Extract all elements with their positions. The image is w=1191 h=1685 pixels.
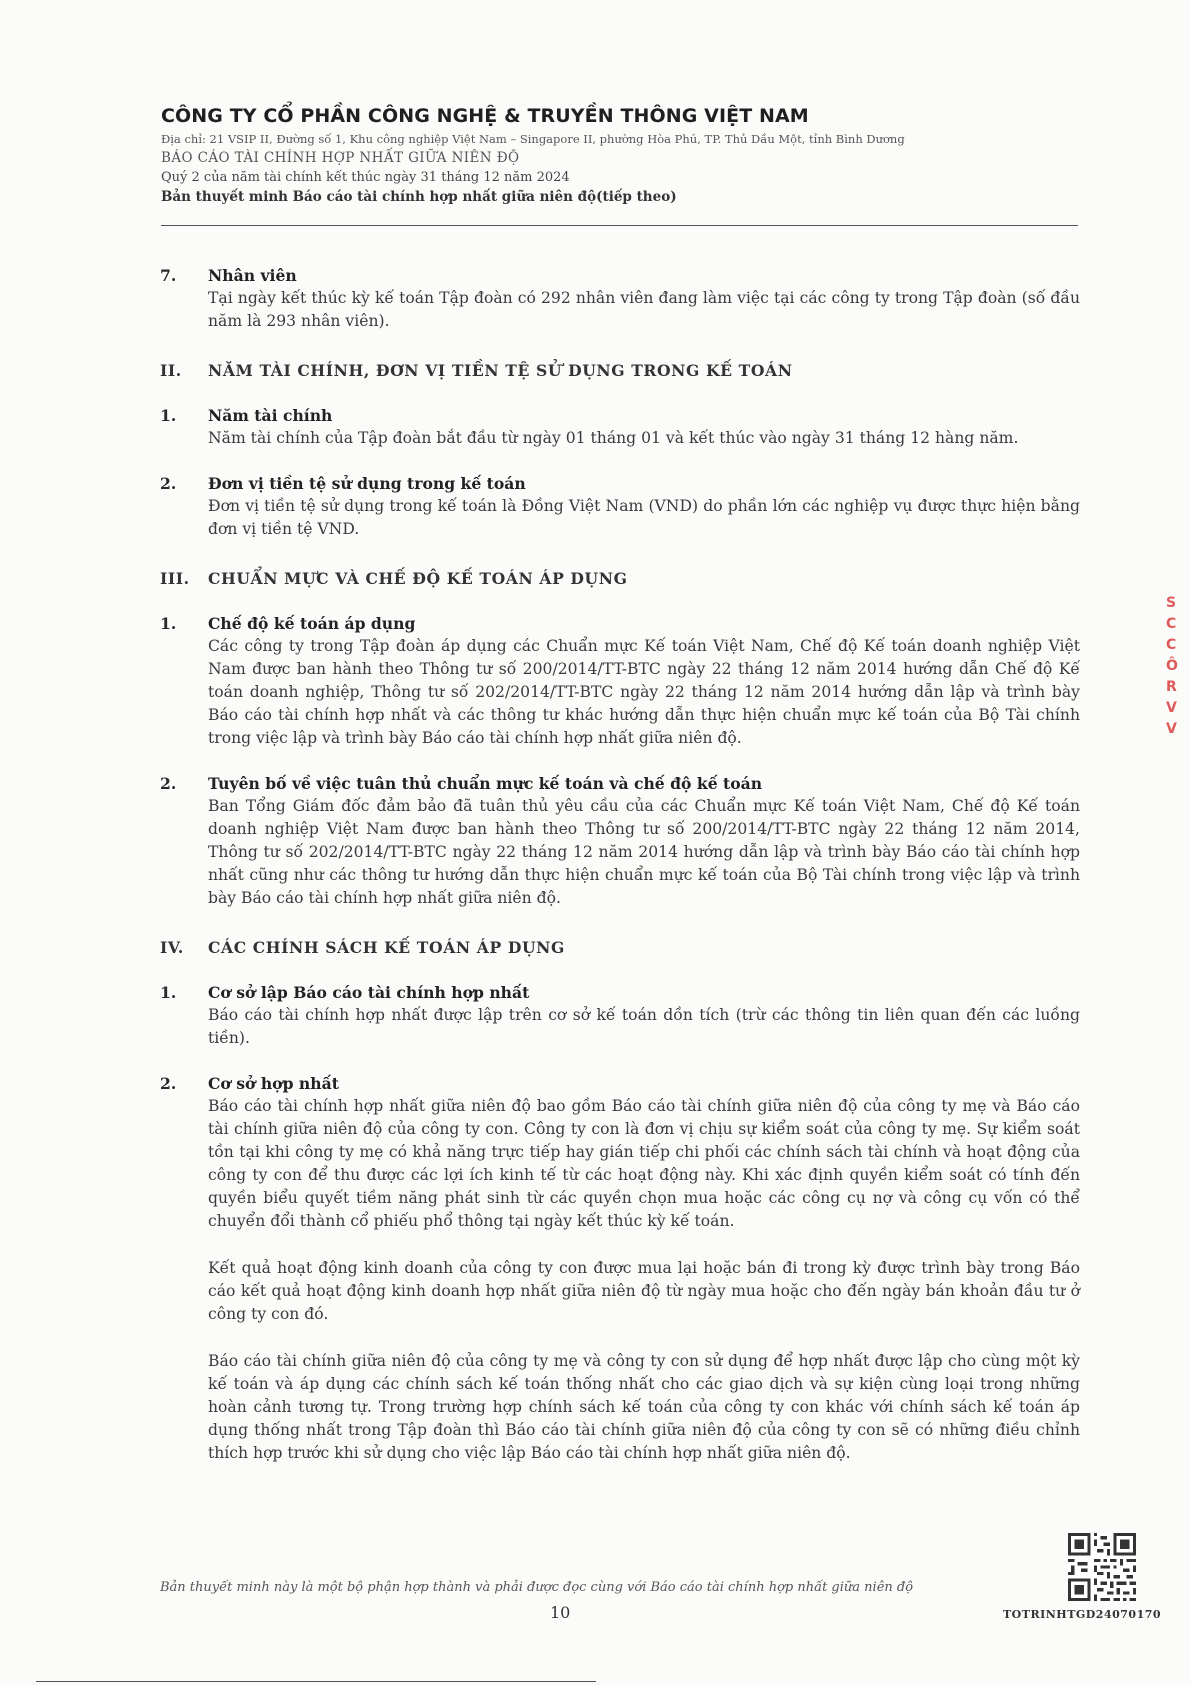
item-text: Ban Tổng Giám đốc đảm bảo đã tuân thủ yêu cầu của các Chuẩn mực Kế toán Việt Nam, Chế độ Kế toán doanh nghiệp Việt Nam được ban hành theo Thông tư số 200/2014/TT-BTC ngày 22 tháng 12 năm 2014, Thông tư số 202/2014/TT-BTC ngày 22 tháng 12 năm 2014 hướng dẫn lập và trình bày Báo cáo tài chính hợp nhất cũng như các thông tư hướng dẫn thực hiện chuẩn mực kế toán của Bộ Tài chính trong việc lập và trình bày Báo cáo tài chính hợp nhất giữa niên độ. [208, 797, 1080, 907]
item-paragraph: Báo cáo tài chính hợp nhất giữa niên độ bao gồm Báo cáo tài chính giữa niên độ của công ty mẹ và Báo cáo tài chính giữa niên độ của công ty con. Công ty con là đơn vị chịu sự kiểm soát của công ty mẹ. Sự kiểm soát tồn tại khi công ty mẹ có khả năng trực tiếp hay gián tiếp chi phối các chính sách tài chính và hoạt động của công ty con để thu được các lợi ích kinh tế từ các hoạt động này. Khi xác định quyền kiểm soát có tính đến quyền biểu quyết tiềm năng phát sinh từ các quyền chọn mua hoặc các công cụ nợ và công cụ vốn có thể chuyển đổi thành cổ phiếu phổ thông tại ngày kết thúc kỳ kế toán. [208, 1097, 1080, 1230]
page-number: 10 [550, 1603, 571, 1622]
report-title: BÁO CÁO TÀI CHÍNH HỢP NHẤT GIỮA NIÊN ĐỘ [161, 150, 520, 166]
company-address: Địa chỉ: 21 VSIP II, Đường số 1, Khu công nghiệp Việt Nam – Singapore II, phường Hòa Phú, TP. Thủ Dầu Một, tỉnh Bình Dương [161, 132, 905, 146]
item-currency [160, 472, 1080, 541]
item-number: 1. [160, 983, 177, 1002]
qr-code-icon [1068, 1533, 1136, 1601]
bottom-edge-line [36, 1681, 596, 1682]
section-title: CÁC CHÍNH SÁCH KẾ TOÁN ÁP DỤNG [208, 938, 565, 957]
section-number: III. [160, 569, 190, 588]
red-stamp-fragment: S C C Ô R V V [1166, 595, 1178, 737]
item-employees [160, 264, 1080, 333]
item-number: 2. [160, 474, 177, 493]
item-number: 2. [160, 1074, 177, 1093]
item-fiscal-year [160, 404, 1080, 450]
item-number: 1. [160, 406, 177, 425]
section-heading [160, 936, 1080, 959]
item-number: 7. [160, 266, 177, 285]
section-heading [160, 359, 1080, 382]
item-text: Đơn vị tiền tệ sử dụng trong kế toán là Đồng Việt Nam (VND) do phần lớn các nghiệp vụ được thực hiện bằng đơn vị tiền tệ VND. [208, 497, 1080, 538]
item-text: Báo cáo tài chính hợp nhất được lập trên cơ sở kế toán dồn tích (trừ các thông tin liên quan đến các luồng tiền). [208, 1006, 1080, 1047]
header-divider [161, 225, 1078, 226]
item-text: Các công ty trong Tập đoàn áp dụng các Chuẩn mực Kế toán Việt Nam, Chế độ Kế toán doanh nghiệp Việt Nam được ban hành theo Thông tư số 200/2014/TT-BTC ngày 22 tháng 12 năm 2014 hướng dẫn Chế độ Kế toán doanh nghiệp, Thông tư số 202/2014/TT-BTC ngày 22 tháng 12 năm 2014 hướng dẫn lập và trình bày Báo cáo tài chính hợp nhất và các thông tư khác hướng dẫn thực hiện chuẩn mực kế toán của Bộ Tài chính trong việc lập và trình bày Báo cáo tài chính hợp nhất giữa niên độ. [208, 637, 1080, 747]
report-subtitle: Bản thuyết minh Báo cáo tài chính hợp nhất giữa niên độ(tiếp theo) [161, 189, 677, 205]
item-number: 1. [160, 614, 177, 633]
item-title: Cơ sở hợp nhất [208, 1074, 339, 1093]
item-title: Tuyên bố về việc tuân thủ chuẩn mực kế toán và chế độ kế toán [208, 774, 763, 793]
item-title: Cơ sở lập Báo cáo tài chính hợp nhất [208, 983, 530, 1002]
item-consolidation [160, 1072, 1080, 1465]
item-title: Đơn vị tiền tệ sử dụng trong kế toán [208, 474, 526, 493]
item-title: Năm tài chính [208, 406, 333, 425]
item-paragraph: Kết quả hoạt động kinh doanh của công ty con được mua lại hoặc bán đi trong kỳ được trình bày trong Báo cáo kết quả hoạt động kinh doanh hợp nhất giữa niên độ từ ngày mua hoặc cho đến ngày bán khoản đầu tư ở công ty con đó. [208, 1259, 1080, 1323]
section-number: IV. [160, 938, 184, 957]
item-title: Chế độ kế toán áp dụng [208, 614, 416, 633]
item-consolidation-basis [160, 981, 1080, 1050]
item-title: Nhân viên [208, 266, 297, 285]
document-code: TOTRINHTGD24070170 [1003, 1608, 1162, 1621]
company-name: CÔNG TY CỔ PHẦN CÔNG NGHỆ & TRUYỀN THÔNG VIỆT NAM [161, 105, 809, 127]
document-body [160, 264, 1080, 1465]
item-text: Tại ngày kết thúc kỳ kế toán Tập đoàn có 292 nhân viên đang làm việc tại các công ty trong Tập đoàn (số đầu năm là 293 nhân viên). [208, 289, 1080, 330]
item-paragraph: Báo cáo tài chính giữa niên độ của công ty mẹ và công ty con sử dụng để hợp nhất được lập cho cùng một kỳ kế toán và áp dụng các chính sách kế toán thống nhất cho các giao dịch và sự kiện cùng loại trong những hoàn cảnh tương tự. Trong trường hợp chính sách kế toán của công ty con khác với chính sách kế toán áp dụng thống nhất trong Tập đoàn thì Báo cáo tài chính giữa niên độ của công ty con sẽ có những điều chỉnh thích hợp trước khi sử dụng cho việc lập Báo cáo tài chính hợp nhất giữa niên độ. [208, 1352, 1080, 1462]
item-number: 2. [160, 774, 177, 793]
section-title: CHUẨN MỰC VÀ CHẾ ĐỘ KẾ TOÁN ÁP DỤNG [208, 569, 628, 588]
item-accounting-regime [160, 612, 1080, 750]
section-heading [160, 567, 1080, 590]
section-title: NĂM TÀI CHÍNH, ĐƠN VỊ TIỀN TỆ SỬ DỤNG TRONG KẾ TOÁN [208, 361, 793, 380]
item-text: Năm tài chính của Tập đoàn bắt đầu từ ngày 01 tháng 01 và kết thúc vào ngày 31 tháng 12 hàng năm. [208, 429, 1019, 447]
report-period: Quý 2 của năm tài chính kết thúc ngày 31 tháng 12 năm 2024 [161, 170, 570, 185]
footer-note: Bản thuyết minh này là một bộ phận hợp thành và phải được đọc cùng với Báo cáo tài chính hợp nhất giữa niên độ [160, 1580, 914, 1595]
item-compliance-statement [160, 772, 1080, 910]
page-header [161, 103, 1091, 207]
section-number: II. [160, 361, 182, 380]
